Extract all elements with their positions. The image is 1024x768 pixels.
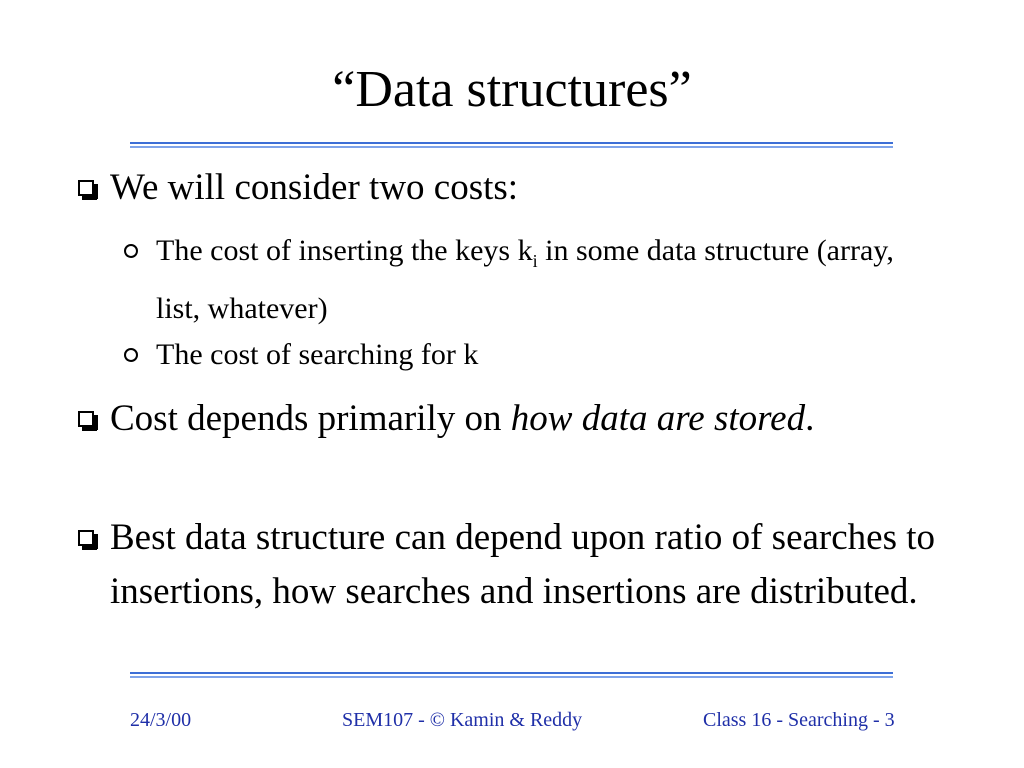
footer-page-number: Class 16 - Searching - 3 xyxy=(703,709,895,731)
square-bullet-icon xyxy=(78,530,94,546)
circle-bullet-icon xyxy=(124,348,138,362)
footer-date: 24/3/00 xyxy=(130,709,192,731)
sub-bullet-text: The cost of searching for k xyxy=(156,338,479,371)
square-bullet-icon xyxy=(78,180,94,196)
circle-bullet-icon xyxy=(124,244,138,258)
footer-divider xyxy=(130,672,893,678)
bullet-item xyxy=(78,511,938,619)
sub-bullet-item xyxy=(124,227,924,332)
bullet-text: We will consider two costs: xyxy=(110,167,519,208)
subscript: i xyxy=(532,251,538,271)
sub-bullet-item xyxy=(124,331,924,378)
bullet-item xyxy=(78,161,938,215)
slide-title: “Data structures” xyxy=(332,61,692,118)
emphasis-text: how data are stored xyxy=(510,398,806,439)
bullet-text: Cost depends primarily on how data are stored. xyxy=(110,398,815,439)
footer-course: SEM107 - © Kamin & Reddy xyxy=(342,709,583,731)
square-bullet-icon xyxy=(78,411,94,427)
bullet-item xyxy=(78,392,938,446)
bullet-text: Best data structure can depend upon ratio of searches to insertions, how searches and insertions are distributed. xyxy=(110,517,936,612)
sub-bullet-text: The cost of inserting the keys $k_i$ in some data structure (array, list, whatever) xyxy=(156,234,894,325)
